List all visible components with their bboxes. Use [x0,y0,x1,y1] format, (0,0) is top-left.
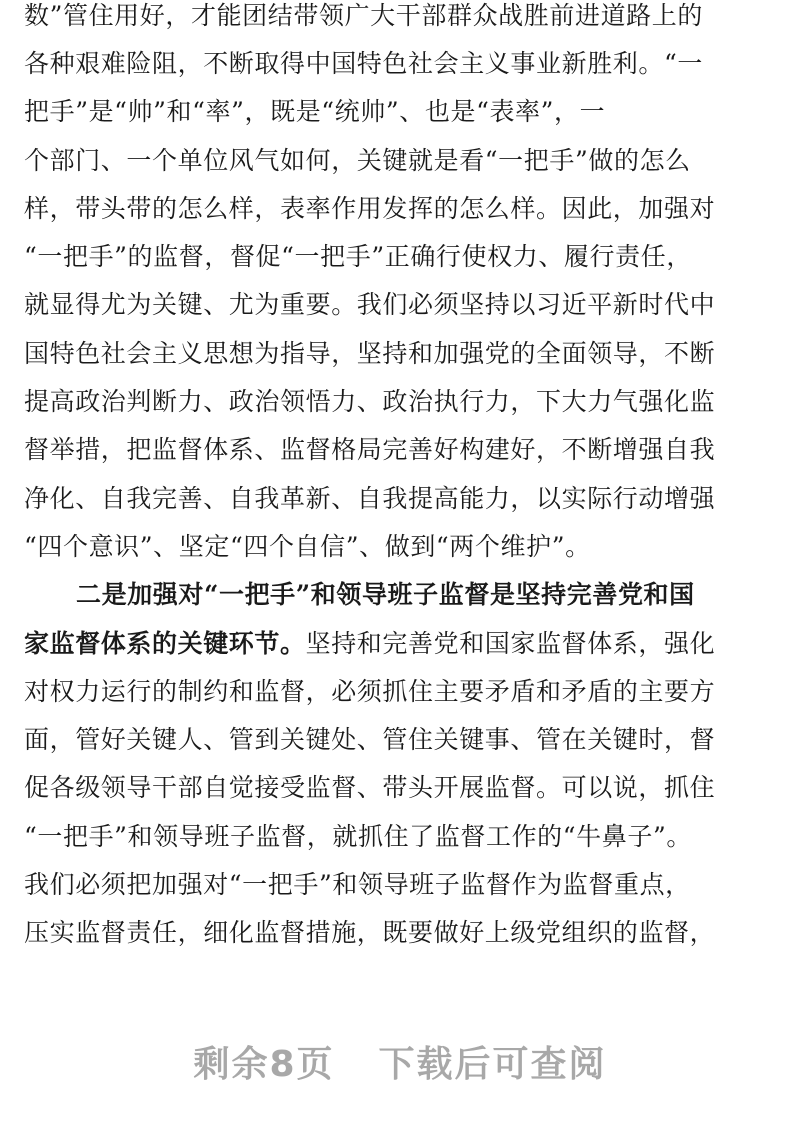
text-line: 督举措，把监督体系、监督格局完善好构建好，不断增强自我 [24,435,716,465]
text-line: 国特色社会主义思想为指导，坚持和加强党的全面领导，不断 [24,338,716,368]
document-body [24,0,784,958]
text-line: 净化、自我完善、自我革新、自我提高能力，以实际行动增强 [24,483,716,513]
text-line: 对权力运行的制约和监督，必须抓住主要矛盾和矛盾的主要方 [24,676,716,706]
text-line: 数”管住用好，才能团结带领广大干部群众战胜前进道路上的 [24,1,703,30]
download-hint-label: 下载后可查阅 [378,1044,607,1085]
text-line: “四个意识”、坚定“四个自信”、做到“两个维护”。 [24,531,591,561]
text-line: “一把手”的监督，督促“一把手”正确行使权力、履行责任， [24,242,692,272]
text-line: 面，管好关键人、管到关键处、管住关键事、管在关键时，督 [24,725,716,755]
download-prompt[interactable] [0,1036,800,1087]
text-line: 各种艰难险阻，不断取得中国特色社会主义事业新胜利。“一 [24,49,703,78]
text-line: 个部门、一个单位风气如何，关键就是看“一把手”做的怎么 [24,145,691,175]
text-line: 把手”是“帅”和“率”，既是“统帅”、也是“表率”，一 [24,97,606,127]
section-heading-end: 家监督体系的关键环节。 [24,628,306,658]
text-line: 就显得尤为关键、尤为重要。我们必须坚持以习近平新时代中 [24,290,716,320]
text-line: 样，带头带的怎么样，表率作用发挥的怎么样。因此，加强对 [24,193,716,223]
text-line: 我们必须把加强对“一把手”和领导班子监督作为监督重点， [24,870,691,900]
remaining-pages-label: 剩余8页 [193,1044,335,1085]
text-line: “一把手”和领导班子监督，就抓住了监督工作的“牛鼻子”。 [24,821,692,851]
text-line: 提高政治判断力、政治领悟力、政治执行力，下大力气强化监 [24,387,716,417]
text-line-rest: 坚持和完善党和国家监督体系，强化 [305,628,716,658]
text-line [24,620,784,668]
text-line: 压实监督责任，细化监督措施，既要做好上级党组织的监督， [24,918,716,948]
text-line: 促各级领导干部自觉接受监督、带头开展监督。可以说，抓住 [24,773,716,803]
section-heading-line: 二是加强对“一把手”和领导班子监督是坚持完善党和国 [76,580,695,610]
